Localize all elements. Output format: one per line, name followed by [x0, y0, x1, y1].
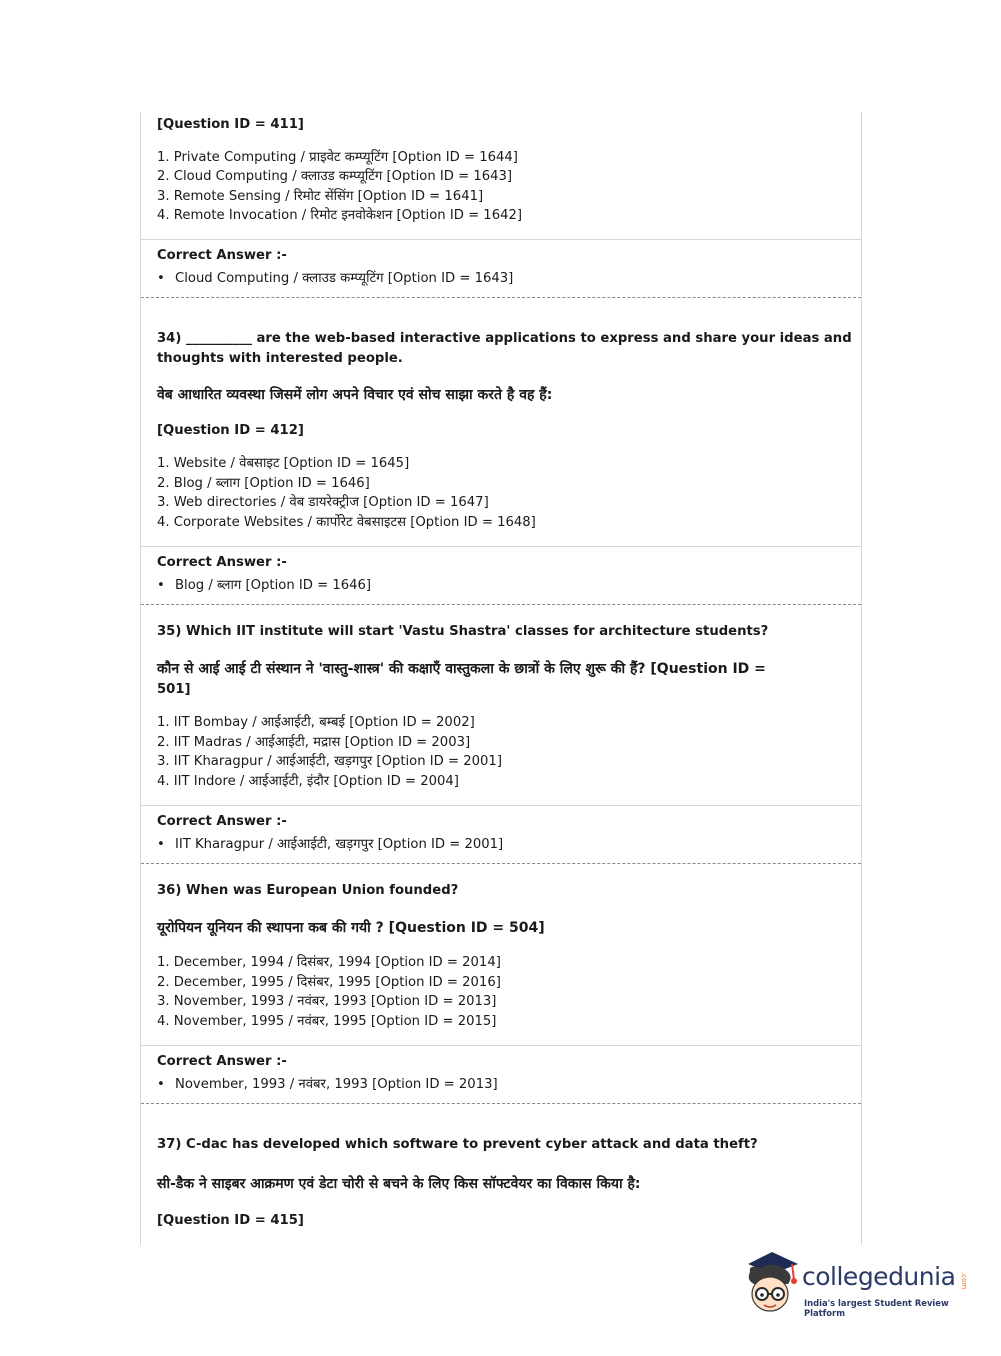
q36-option-3: 3. November, 1993 / नवंबर, 1993 [Option ID = 2013]	[157, 994, 497, 1009]
q34-option-1: 1. Website / वेबसाइट [Option ID = 1645]	[157, 456, 410, 471]
question-divider	[141, 604, 861, 605]
q35-correct-answer: • IIT Kharagpur / आईआईटी, खड़गपुर [Option ID = 2001]	[157, 837, 504, 852]
q34-question-line-1: 34) __________ are the web-based interactive applications to express and share your ideas and	[157, 331, 852, 346]
q34-correct-answer: • Blog / ब्लाग [Option ID = 1646]	[157, 578, 372, 593]
q36-option-4: 4. November, 1995 / नवंबर, 1995 [Option ID = 2015]	[157, 1014, 497, 1029]
logo-dotcom: .com	[960, 1272, 968, 1290]
q36-option-1: 1. December, 1994 / दिसंबर, 1994 [Option ID = 2014]	[157, 955, 501, 970]
logo-wordmark: collegedunia	[802, 1262, 956, 1291]
mascot-icon	[742, 1250, 802, 1314]
q37-question-id: [Question ID = 415]	[157, 1213, 304, 1228]
separator	[141, 805, 861, 806]
q35-option-3: 3. IIT Kharagpur / आईआईटी, खड़गपुर [Option ID = 2001]	[157, 754, 502, 769]
q34-correct-answer-label: Correct Answer :-	[157, 555, 287, 570]
q33-option-3: 3. Remote Sensing / रिमोट सेंसिंग [Option ID = 1641]	[157, 189, 484, 204]
q36-hindi-question: यूरोपियन यूनियन की स्थापना कब की गयी ? [Question ID = 504]	[157, 920, 545, 936]
q36-correct-answer-label: Correct Answer :-	[157, 1054, 287, 1069]
q35-question-line-1: 35) Which IIT institute will start 'Vastu Shastra' classes for architecture students?	[157, 624, 769, 639]
q35-option-1: 1. IIT Bombay / आईआईटी, बम्बई [Option ID = 2002]	[157, 715, 475, 730]
q35-option-2: 2. IIT Madras / आईआईटी, मद्रास [Option ID = 2003]	[157, 735, 471, 750]
q34-question-id: [Question ID = 412]	[157, 423, 304, 438]
question-divider	[141, 297, 861, 298]
q34-option-2: 2. Blog / ब्लाग [Option ID = 1646]	[157, 476, 370, 491]
q34-option-4: 4. Corporate Websites / कार्पोरेट वेबसाइटस [Option ID = 1648]	[157, 515, 536, 530]
q33-option-2: 2. Cloud Computing / क्लाउड कम्प्यूटिंग [Option ID = 1643]	[157, 169, 513, 184]
q35-option-4: 4. IIT Indore / आईआईटी, इंदौर [Option ID = 2004]	[157, 774, 459, 789]
q33-correct-answer: • Cloud Computing / क्लाउड कम्प्यूटिंग [Option ID = 1643]	[157, 271, 514, 286]
q35-correct-answer-label: Correct Answer :-	[157, 814, 287, 829]
q35-question-id: 501]	[157, 682, 191, 697]
q37-question-line-1: 37) C-dac has developed which software to prevent cyber attack and data theft?	[157, 1137, 758, 1152]
q34-option-3: 3. Web directories / वेब डायरेक्ट्रीज [Option ID = 1647]	[157, 495, 489, 510]
question-frame	[140, 112, 862, 1245]
q33-option-1: 1. Private Computing / प्राइवेट कम्प्यूटिंग [Option ID = 1644]	[157, 150, 518, 165]
separator	[141, 546, 861, 547]
q35-hindi-question: कौन से आई आई टी संस्थान ने 'वास्तु-शास्त्र' की कक्षाएँ वास्तुकला के छात्रों के लिए शुरू की हैं? [Question ID =	[157, 661, 766, 677]
q36-option-2: 2. December, 1995 / दिसंबर, 1995 [Option ID = 2016]	[157, 975, 501, 990]
q34-hindi-question: वेब आधारित व्यवस्था जिसमें लोग अपने विचार एवं सोच साझा करते है वह हैं:	[157, 387, 553, 403]
q33-question-id: [Question ID = 411]	[157, 117, 304, 132]
q34-question-line-2: thoughts with interested people.	[157, 351, 403, 366]
logo-tagline: India's largest Student Review Platform	[804, 1298, 949, 1318]
q37-hindi-question: सी-डैक ने साइबर आक्रमण एवं डेटा चोरी से बचने के लिए किस सॉफ्टवेयर का विकास किया है:	[157, 1176, 641, 1192]
collegedunia-logo	[742, 1250, 972, 1320]
separator	[141, 1045, 861, 1046]
q36-correct-answer: • November, 1993 / नवंबर, 1993 [Option ID = 2013]	[157, 1077, 498, 1092]
question-divider	[141, 1103, 861, 1104]
q33-correct-answer-label: Correct Answer :-	[157, 248, 287, 263]
q36-question-line-1: 36) When was European Union founded?	[157, 883, 459, 898]
separator	[141, 239, 861, 240]
q33-option-4: 4. Remote Invocation / रिमोट इनवोकेशन [Option ID = 1642]	[157, 208, 523, 223]
question-divider	[141, 863, 861, 864]
